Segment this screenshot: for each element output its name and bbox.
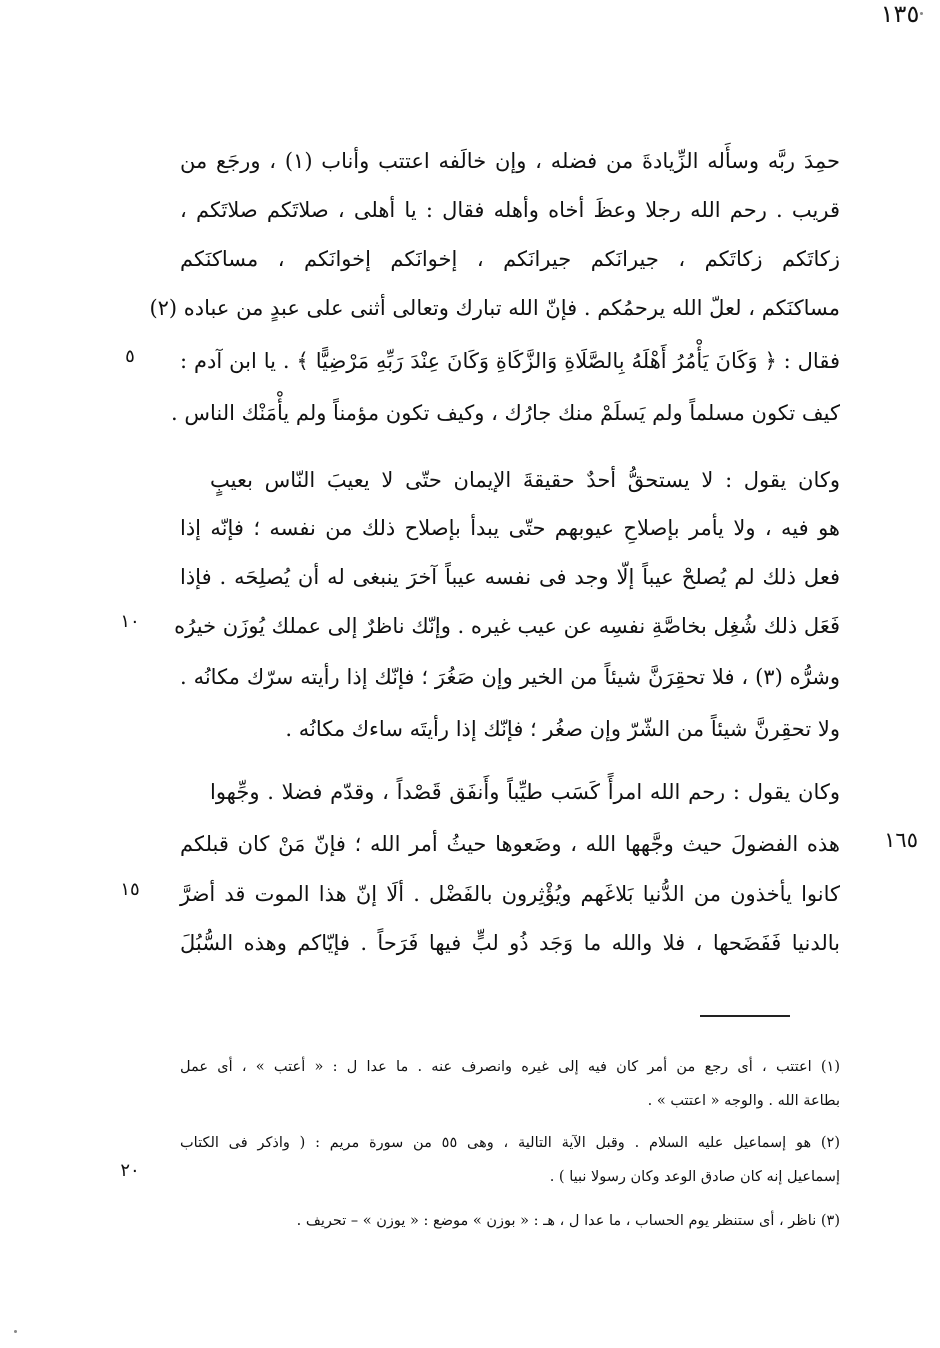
body-line: فَعَل ذلك شُغِل بخاصَّةِ نفسِه عن عيب غيره . وإنّك ناظرٌ إلى عملك يُوزَن خيرُه — [174, 614, 840, 638]
scan-speck — [14, 1330, 17, 1333]
body-line: وكان يقول : رحم الله امرأً كَسَب طيِّباً وأَنفَق قَصْداً ، وقدّم فضلا . وجِّهوا — [210, 780, 840, 804]
margin-line-number: ٥ — [125, 346, 135, 367]
body-line: وشرُّه (٣) ، فلا تحقِرَنَّ شيئاً من الخير وإن صَغُرَ ؛ فإنّك إذا رأيته سرّك مكانُه . — [180, 665, 840, 689]
body-line: قريب . رحم الله رجلا وعظَ أخاه وأهله فقال : يا أهلى ، صلاتَكم صلاتَكم ، — [180, 198, 840, 222]
scan-speck — [920, 12, 923, 15]
body-line: حمِدَ ربَّه وسأَله الزِّيادةَ من فضله ، وإن خالَفه اعتتب وأناب (١) ، ورجَع من — [180, 149, 840, 173]
margin-line-number: ١٠ — [120, 611, 140, 632]
margin-section-number: ١٦٥ — [884, 828, 918, 852]
body-line: كانوا يأخذون من الدُّنيا بَلاغَهم ويُؤْثِرون بالفَضْل . ألَا إنّ هذا الموت قد أضرَّ — [180, 882, 840, 906]
body-line: فعل ذلك لم يُصلحْ عيباً إلّا وجد فى نفسه عيباً آخرَ ينبغى له أن يُصلِحَه . فإذا — [180, 565, 840, 589]
body-line: ولا تحقِرنَّ شيئاً من الشّرّ وإن صغُر ؛ فإنّك إذا رأيتَه ساءك مكانُه . — [285, 717, 840, 741]
body-line: كيف تكون مسلماً ولم يَسلَمْ منك جارُك ، وكيف تكون مؤمناً ولم يأْمَنْك الناس . — [171, 401, 840, 425]
body-line: هذه الفضولَ حيث وجَّهها الله ، وضَعوها حيثُ أمر الله ؛ فإنّ مَنْ كان قبلكم — [180, 832, 840, 856]
footnote-separator — [700, 1015, 790, 1017]
footnote-line: (٢) هو إسماعيل عليه السلام . وقبل الآية التالية ، وهى ٥٥ من سورة مريم : ( واذكر فى الكتاب — [180, 1135, 840, 1151]
body-line: بالدنيا فَفَضَحها ، فلا والله ما وَجَد ذُو لبٍّ فيها فَرَحاً . فإيّاكم وهذه السُّبُلَ — [180, 931, 840, 955]
body-line: زكاتَكم زكاتَكم ، جيرانَكم جيرانَكم ، إخوانَكم إخوانَكم ، مساكنَكم — [180, 247, 840, 271]
footnote-line: (١) اعتتب ، أى رجع من أمر كان فيه إلى غيره وانصرف عنه . ما عدا ل : « أعتب » ، أى عمل — [180, 1059, 840, 1075]
margin-line-number: ٢٠ — [120, 1160, 140, 1181]
footnote-line: بطاعة الله . والوجه « اعتتب » . — [647, 1093, 840, 1109]
body-line: هو فيه ، ولا يأمر بإصلاحِ عيوبهم حتّى يبدأ بإصلاح ذلك من نفسه ؛ فإنّه إذا — [180, 516, 840, 540]
margin-line-number: ١٥ — [120, 879, 140, 900]
body-line: فقال : ﴿ وَكَانَ يَأْمُرُ أَهْلَهُ بِالصَّلَاةِ وَالزَّكَاةِ وَكَانَ عِنْدَ رَبِّهِ مَرْضِيًّا ﴾ . يا ابن آدم : — [180, 349, 840, 373]
body-line: وكان يقول : لا يستحقُّ أحدٌ حقيقةَ الإيمان حتّى لا يعيبَ النّاس بعيبٍ — [210, 468, 840, 492]
page-number: ١٣٥ — [880, 0, 920, 28]
footnote-line: (٣) ناظر ، أى ستنظر يوم الحساب ، ما عدا ل ، هـ : « بوزن » موضع : « يوزن » – تحريف . — [296, 1213, 840, 1229]
body-line: مساكنَكم ، لعلّ الله يرحمُكم . فإنّ الله تبارك وتعالى أثنى على عبدٍ من عباده (٢) — [149, 296, 840, 320]
footnote-line: إسماعيل إنه كان صادق الوعد وكان رسولا نبيا ) . — [549, 1169, 840, 1185]
